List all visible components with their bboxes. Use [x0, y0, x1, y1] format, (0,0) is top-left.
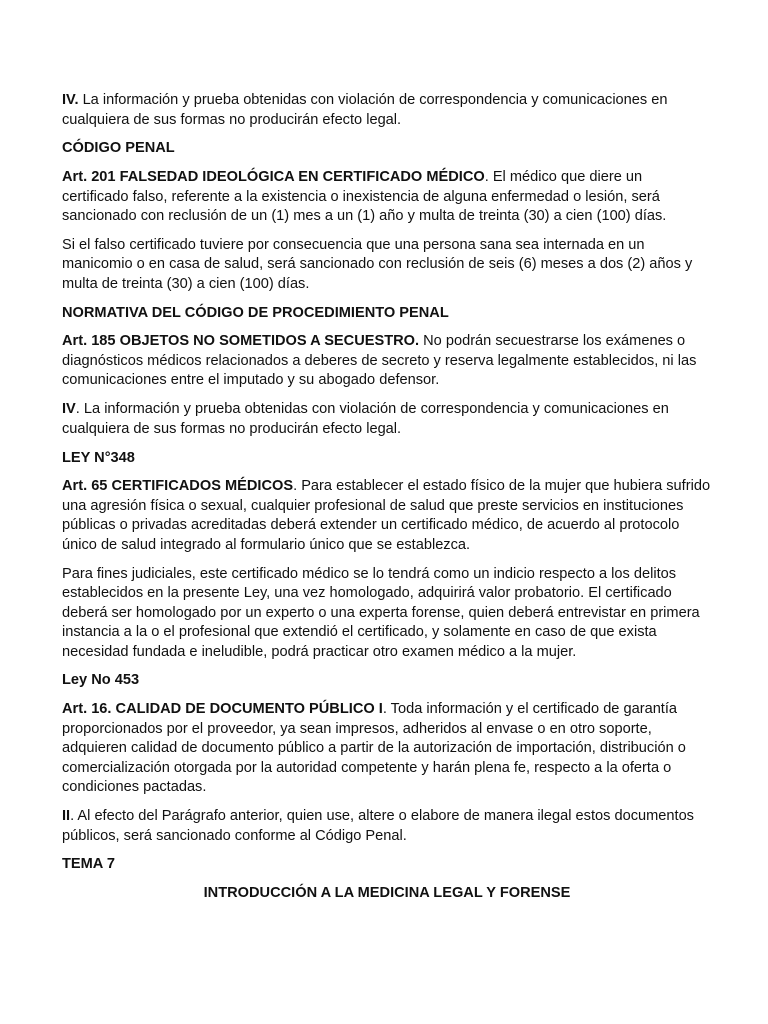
- paragraph-text: Para fines judiciales, este certificado médico se lo tendrá como un indicio respecto a los delitos establecidos en la presente Ley, una vez homologado, adquirirá valor probatorio. El certificado deberá ser homologado por un experto o una experta forense, quien deberá entrevistar en primera instancia a la o el profesional que extendió el certificado, y solamente en caso de que exista necesidad fundada e ineludible, podrá practicar otro examen médico a la mujer.: [62, 565, 700, 660]
- paragraph-bold: Art. 185 OBJETOS NO SOMETIDOS A SECUESTRO.: [62, 333, 420, 350]
- paragraph-bold: II: [62, 808, 71, 825]
- paragraph: [62, 400, 712, 439]
- paragraph: [62, 332, 712, 391]
- paragraph-text: No podrán secuestrarse los exámenes o diagnósticos médicos relacionados a deberes de secreto y reserva legalmente establecidos, ni las comunicaciones entre el imputado y su abogado defensor.: [62, 333, 697, 389]
- paragraph-text: . Toda información y el certificado de garantía proporcionados por el proveedor, ya sean impresos, adheridos al envase o en otro soporte, adquieren calidad de documento público a partir de la autorización de importación, distribución o comercialización otorgada por la autoridad competente y harán plena fe, respecto a la oferta o condiciones pactadas.: [62, 701, 686, 796]
- paragraph: [62, 807, 712, 846]
- paragraph: [62, 91, 712, 130]
- paragraph: [62, 236, 712, 295]
- paragraph-text: . El médico que diere un certificado falso, referente a la existencia o inexistencia de alguna enfermedad o lesión, será sancionado con reclusión de un (1) mes a un (1) año y multa de treinta (30) a cien (100) días.: [62, 169, 667, 225]
- paragraph-bold: IV.: [62, 92, 79, 108]
- paragraph-bold: Art. 201 FALSEDAD IDEOLÓGICA EN CERTIFICADO MÉDICO: [62, 169, 485, 186]
- section-heading: LEY N°348: [62, 449, 135, 466]
- section-heading: Ley No 453: [62, 672, 140, 689]
- paragraph: [62, 477, 712, 555]
- section-heading: TEMA 7: [62, 856, 115, 873]
- section-heading: NORMATIVA DEL CÓDIGO DE PROCEDIMIENTO PENAL: [62, 304, 449, 321]
- paragraph-text: La información y prueba obtenidas con violación de correspondencia y comunicaciones en cualquiera de sus formas no producirán efecto legal.: [62, 92, 668, 128]
- paragraph-bold: Art. 65 CERTIFICADOS MÉDICOS: [62, 478, 294, 495]
- paragraph: [62, 700, 712, 798]
- section-heading: CÓDIGO PENAL: [62, 140, 175, 157]
- paragraph-text: . La información y prueba obtenidas con violación de correspondencia y comunicaciones en cualquiera de sus formas no producirán efecto legal.: [62, 401, 669, 437]
- document-page: [62, 91, 712, 913]
- paragraph: [62, 565, 712, 663]
- paragraph-text: . Para establecer el estado físico de la mujer que hubiera sufrido una agresión física o sexual, cualquier profesional de salud que preste servicios en instituciones públicas o privadas acreditadas deberá extender un certificado médico, de acuerdo al protocolo único de salud integrado al formulario único que se establezca.: [62, 478, 711, 553]
- paragraph-text: Si el falso certificado tuviere por consecuencia que una persona sana sea internada en un manicomio o en casa de salud, será sancionado con reclusión de seis (6) meses a dos (2) años y multa de treinta (30) a cien (100) días.: [62, 236, 693, 292]
- paragraph-bold: IV: [62, 401, 76, 418]
- paragraph-bold: Art. 16. CALIDAD DE DOCUMENTO PÚBLICO I: [62, 701, 383, 718]
- paragraph-text: . Al efecto del Parágrafo anterior, quien use, altere o elabore de manera ilegal estos documentos públicos, será sancionado conforme al Código Penal.: [62, 808, 694, 844]
- chapter-title: INTRODUCCIÓN A LA MEDICINA LEGAL Y FORENSE: [203, 885, 571, 902]
- paragraph: [62, 168, 712, 227]
